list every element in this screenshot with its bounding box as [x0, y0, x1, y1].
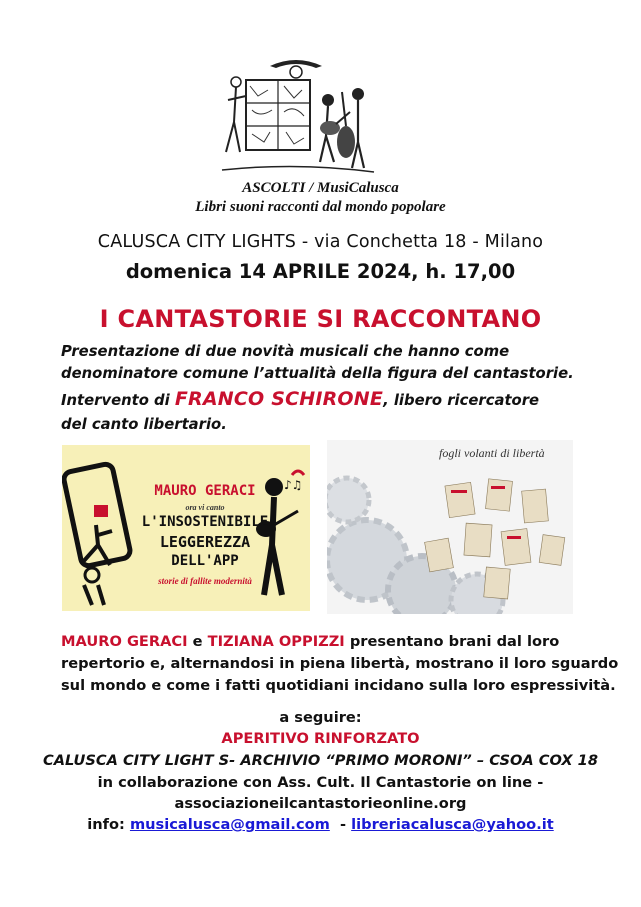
connector-text: e [187, 633, 208, 650]
performer-name: TIZIANA OPPIZZI [207, 633, 345, 650]
poster-title-line: LEGGEREZZA [159, 533, 251, 551]
aperitivo-label: APERITIVO RINFORZATO [221, 730, 420, 747]
description-line: del canto libertario. [61, 416, 227, 433]
gears-and-leaflets-icon [327, 440, 573, 614]
performers-line: repertorio e, alternandosi in piena libertà, mostrano il loro sguardo [61, 655, 619, 672]
description-text: , libero ricercatore [383, 392, 540, 409]
description-text: Intervento di [61, 392, 175, 409]
info-label: info: [87, 816, 130, 833]
cantastorie-illustration [218, 52, 378, 178]
follow-label: a seguire: [279, 709, 362, 726]
performers-text: presentano brani dal loro [344, 633, 560, 650]
poster-title-line: DELL'APP [171, 553, 239, 569]
website-line: associazioneilcantastorieonline.org [174, 795, 467, 812]
date-line: domenica 14 APRILE 2024, h. 17,00 [125, 260, 516, 283]
organizers-line: CALUSCA CITY LIGHT S- ARCHIVIO “PRIMO MORONI” – CSOA COX 18 [43, 752, 598, 769]
performers-line: sul mondo e come i fatti quotidiani incidano sulla loro espressività. [61, 677, 616, 694]
poster-author: MAURO GERACI [154, 483, 256, 499]
fogli-title: fogli volanti di libertà [439, 446, 545, 460]
description-line: Presentazione di due novità musicali che hanno come [61, 343, 510, 360]
performers-line [61, 631, 631, 652]
series-title: ASCOLTI / MusiCalusca [242, 180, 399, 196]
poster-title-line: L'INSOSTENIBILE [141, 514, 269, 530]
poster-caption: storie di fallite modernità [158, 576, 252, 586]
email-link-libreriacalusca[interactable]: libreriacalusca@yahoo.it [351, 816, 554, 833]
svg-text:♪♫: ♪♫ [284, 478, 303, 492]
description-speaker-line [61, 388, 621, 412]
series-subtitle: Libri suoni racconti dal mondo popolare [195, 199, 446, 215]
email-link-musicalusca[interactable]: musicalusca@gmail.com [129, 816, 330, 833]
book-poster-image [62, 445, 310, 611]
event-title: I CANTASTORIE SI RACCONTANO [99, 305, 542, 333]
description-line: denominatore comune l’attualità della figura del cantastorie. [61, 365, 574, 382]
performer-name: MAURO GERACI [61, 633, 188, 650]
info-line [0, 816, 641, 833]
venue-line: CALUSCA CITY LIGHTS - via Conchetta 18 - Milano [97, 232, 544, 252]
collaboration-line: in collaborazione con Ass. Cult. Il Cantastorie on line - [97, 774, 544, 791]
separator: - [329, 816, 352, 833]
poster-small-text: ora vi canto [185, 503, 225, 512]
fogli-volanti-image [327, 440, 573, 614]
speaker-name: FRANCO SCHIRONE [174, 388, 384, 410]
